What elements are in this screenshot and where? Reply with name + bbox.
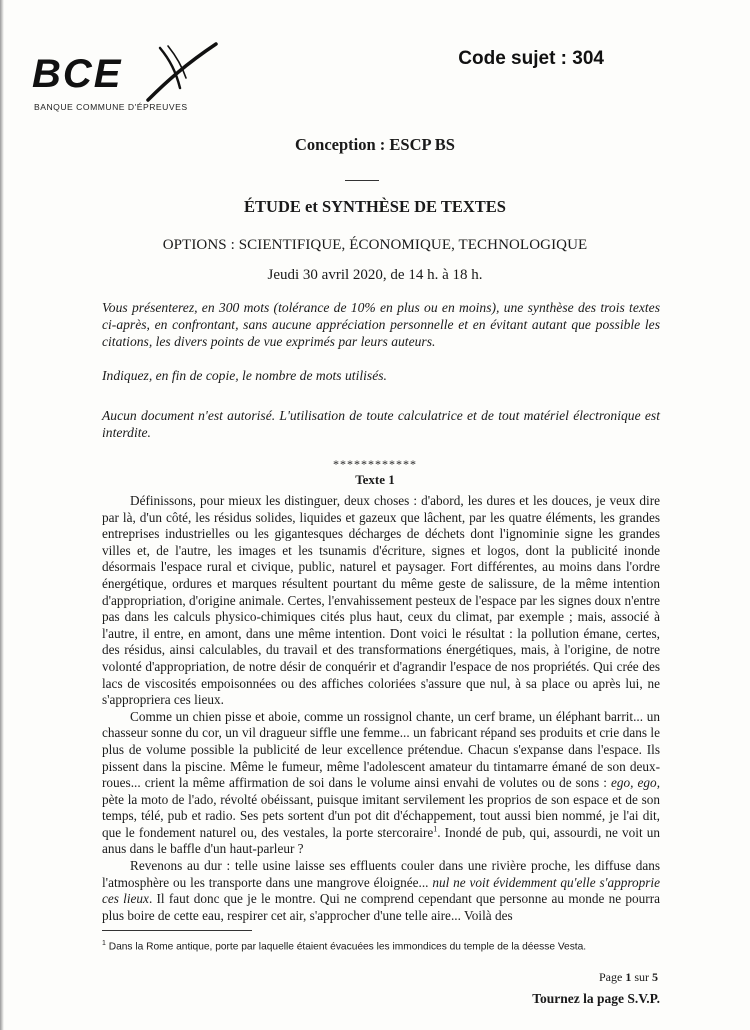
texte-1-body — [102, 493, 660, 924]
exam-options: OPTIONS : SCIENTIFIQUE, ÉCONOMIQUE, TECHNOLOGIQUE — [162, 237, 588, 253]
logo-swoosh-icon — [146, 42, 218, 104]
footnote-marker: 1 — [102, 940, 106, 947]
footnote — [102, 940, 682, 952]
exam-date: Jeudi 30 avril 2020, de 14 h. à 18 h. — [267, 267, 483, 283]
instruction-synthesis: Vous présenterez, en 300 mots (tolérance de 10% en plus ou en moins), une synthèse des trois textes ci-après, en confrontant, sans aucune appréciation personnelle et en évitant autant que possible les citations, les divers points de vue exprimés par leurs auteurs. — [102, 300, 660, 349]
footnote-text: Dans la Rome antique, porte par laquelle étaient évacuées les immondices du temple de la déesse Vesta. — [105, 941, 587, 953]
exam-title: ÉTUDE et SYNTHÈSE DE TEXTES — [244, 197, 506, 216]
page-number: Page 1 sur 5 — [599, 970, 658, 984]
conception-title: Conception : ESCP BS — [295, 135, 455, 154]
paragraph-1: Définissons, pour mieux les distinguer, deux choses : d'abord, les dures et les douces, je veux dire par là, d'un côté, les résidus solides, liquides et gazeux que lâchent, par les quatre éléments, les grandes entreprises industrielles ou les gigantesques décharges de déchets dont l'ignominie signe les grandes villes et, de l'autre, les images et les tsunamis d'écriture, signes et logos, dont la publicité inonde désormais l'espace rural et civique, public, naturel et paysager. Fort différentes, au moins dans l'ordre énergétique, ordures et marques résultent pourtant du même geste de salissure, de la même intention d'appropriation, d'origine animale. Certes, l'envahissement pesteux de l'espace par les signes doux n'entre pas dans les calculs physico-chimiques cités plus haut, ceux du climat, par exemple ; mais, associé à l'autre, il entre, en amont, dans une même intention. Dont voici le résultat : la pollution émane, certes, des résidus, ainsi calculables, du travail et des transformations énergétiques, mais, à l'origine, de notre volonté d'appropriation, de notre désir de conquérir et d'agrandir l'espace de nos propriétés. Qui crée des lacs de viscosités empoisonnées ou des affiches coloriées s'assure que nul, à sa place ou après lui, ne s'appropriera ces lieux. — [102, 493, 660, 708]
instruction-word-count: Indiquez, en fin de copie, le nombre de mots utilisés. — [102, 368, 387, 383]
paragraph-2: Comme un chien pisse et aboie, comme un rossignol chante, un cerf brame, un éléphant barrit... un chasseur sonne du cor, un vil dragueur siffle une femme... un fabricant répand ses produits et crie dans le plus de volume possible la publicité de leur excellence prétendue. Chacun s'expanse dans l'espace. Ils pissent dans la piscine. Même le fumeur, même l'adolescent amateur du tintamarre émané de son deux-roues... crient la même affirmation de soi dans le volume ainsi envahi de volutes ou de sons : ego, ego, pète la moto de l'ado, révolté obéissant, puisque imitant servilement les proprios de son espace et de son temps, télé, pub et radio. Ses pets sortent d'un pot dit d'échappement, tout aussi bien nommé, je l'ai dit, que le fondement naturel ou, des vestales, la porte stercoraire$^1$. Inondé de pub, qui, assourdi, ne voit un anus dans le baffle d'un haut-parleur ? — [102, 708, 660, 857]
bce-logo — [28, 42, 218, 122]
texte-1-title: Texte 1 — [355, 472, 395, 487]
code-sujet: Code sujet : 304 — [458, 48, 604, 69]
logo-text: BCE — [32, 52, 123, 96]
footnote-divider — [102, 930, 252, 931]
title-divider — [345, 180, 379, 181]
footnote-ref: 1 — [433, 824, 438, 834]
turn-page-note: Tournez la page S.V.P. — [532, 991, 660, 1006]
logo-subtitle: BANQUE COMMUNE D'ÉPREUVES — [34, 102, 188, 112]
separator-stars: ************ — [333, 457, 417, 471]
instruction-no-documents: Aucun document n'est autorisé. L'utilisation de toute calculatrice et de tout matériel électronique est interdite. — [102, 408, 660, 440]
paragraph-3: Revenons au dur : telle usine laisse ses effluents couler dans une rivière proche, les diffuse dans l'atmosphère ou les transporte dans une mangrove éloignée... nul ne voit évidemment qu'elle s'approprie ces lieux. Il faut donc que je le montre. Qui ne comprend cependant que personne au monde ne pourra plus boire de cette eau, respirer cet air, s'approcher d'une telle aire... Voilà des — [102, 858, 660, 923]
